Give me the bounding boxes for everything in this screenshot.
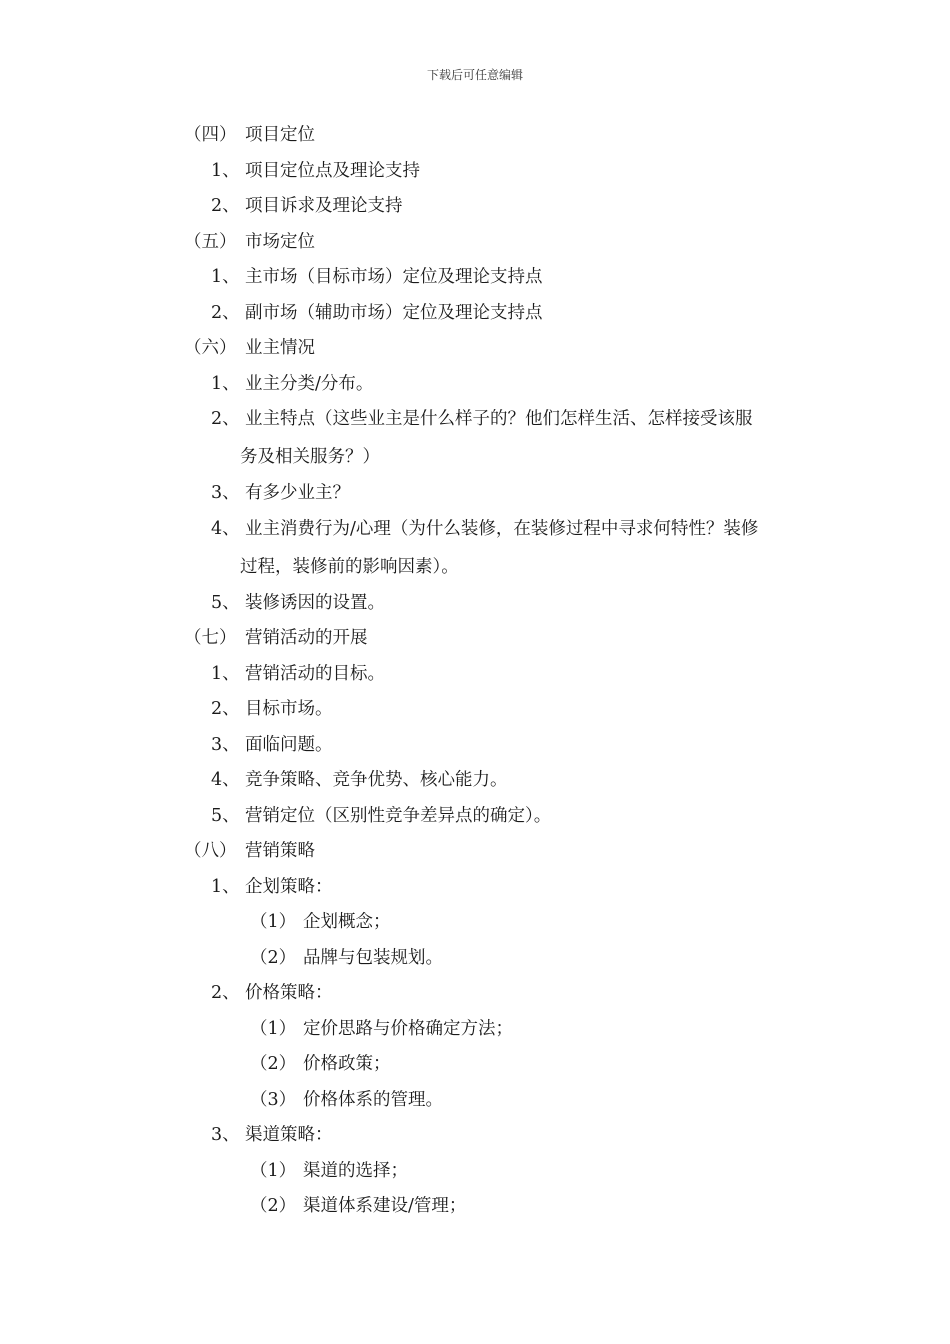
list-item <box>0 1157 950 1193</box>
item-number: 3、 <box>211 483 240 503</box>
item-number: （2） <box>250 1196 297 1216</box>
item-text: 价格策略： <box>245 983 333 1003</box>
item-text: 价格政策； <box>303 1054 391 1074</box>
item-text: 务及相关服务？） <box>240 447 380 467</box>
item-number: （四） <box>184 125 237 145</box>
item-text: 目标市场。 <box>245 699 333 719</box>
list-item <box>0 1086 950 1122</box>
item-number: （2） <box>250 1054 297 1074</box>
list-item <box>0 944 950 980</box>
list-item <box>0 370 950 406</box>
item-text: 业主情况 <box>245 338 315 358</box>
item-text: 过程，装修前的影响因素）。 <box>240 556 459 577</box>
list-item <box>0 1121 950 1157</box>
list-item <box>0 479 950 515</box>
list-item <box>0 405 950 443</box>
item-text: 面临问题。 <box>245 734 333 755</box>
section-heading <box>0 334 950 370</box>
list-item <box>0 299 950 335</box>
item-text: 有多少业主？ <box>245 483 350 503</box>
item-text: 品牌与包装规划。 <box>303 947 443 968</box>
list-item-continuation <box>0 443 950 479</box>
item-number: （2） <box>250 947 297 968</box>
outline-list <box>0 121 950 1228</box>
list-item <box>0 695 950 731</box>
item-number: （六） <box>184 338 237 358</box>
list-item <box>0 731 950 767</box>
item-text: 项目定位 <box>245 125 315 145</box>
item-text: 主市场（目标市场）定位及理论支持点 <box>245 267 543 287</box>
item-text: 项目诉求及理论支持 <box>245 196 403 216</box>
item-text: 企划策略： <box>245 876 333 897</box>
item-number: 3、 <box>211 1125 240 1145</box>
item-text: 市场定位 <box>245 231 315 252</box>
item-number: （1） <box>250 912 297 932</box>
item-number: （1） <box>250 1160 297 1181</box>
section-heading <box>0 121 950 157</box>
section-heading <box>0 228 950 264</box>
list-item <box>0 263 950 299</box>
item-number: 4、 <box>211 518 240 539</box>
item-text: 项目定位点及理论支持 <box>245 160 420 181</box>
page-header: 下载后可任意编辑 <box>426 68 523 82</box>
item-number: （3） <box>250 1089 297 1110</box>
item-number: 2、 <box>211 302 240 323</box>
item-number: （八） <box>184 841 237 861</box>
list-item <box>0 157 950 193</box>
item-number: （五） <box>184 231 237 252</box>
list-item <box>0 1015 950 1051</box>
item-text: 营销定位（区别性竞争差异点的确定）。 <box>245 805 552 826</box>
item-number: 1、 <box>211 373 240 394</box>
list-item <box>0 1192 950 1228</box>
item-number: 1、 <box>211 267 240 287</box>
item-text: 渠道的选择； <box>303 1160 408 1181</box>
list-item <box>0 766 950 802</box>
item-text: 营销活动的开展 <box>245 628 368 648</box>
list-item <box>0 660 950 696</box>
item-number: 2、 <box>211 196 240 216</box>
item-text: 装修诱因的设置。 <box>245 592 385 613</box>
list-item <box>0 1050 950 1086</box>
item-number: 2、 <box>211 983 240 1003</box>
list-item <box>0 873 950 909</box>
section-heading <box>0 837 950 873</box>
list-item <box>0 979 950 1015</box>
item-number: 1、 <box>211 160 240 181</box>
item-text: 业主特点（这些业主是什么样子的？他们怎样生活、怎样接受该服 <box>245 409 753 429</box>
item-number: 2、 <box>211 409 240 429</box>
item-text: 营销策略 <box>245 841 315 861</box>
item-number: 3、 <box>211 734 240 755</box>
list-item-continuation <box>0 553 950 589</box>
item-text: 竞争策略、竞争优势、核心能力。 <box>245 770 508 790</box>
list-item <box>0 515 950 553</box>
list-item <box>0 589 950 625</box>
list-item <box>0 908 950 944</box>
item-number: （七） <box>184 628 237 648</box>
item-number: 5、 <box>211 592 240 613</box>
item-text: 定价思路与价格确定方法； <box>303 1018 513 1039</box>
section-heading <box>0 624 950 660</box>
item-text: 价格体系的管理。 <box>303 1089 443 1110</box>
item-number: （1） <box>250 1018 297 1039</box>
list-item <box>0 192 950 228</box>
item-text: 业主消费行为/心理（为什么装修，在装修过程中寻求何特性？装修 <box>245 518 759 539</box>
item-number: 2、 <box>211 699 240 719</box>
item-text: 副市场（辅助市场）定位及理论支持点 <box>245 302 543 323</box>
item-number: 1、 <box>211 663 240 684</box>
item-text: 渠道体系建设/管理； <box>303 1196 467 1216</box>
item-number: 4、 <box>211 770 240 790</box>
item-number: 1、 <box>211 876 240 897</box>
item-text: 营销活动的目标。 <box>245 663 385 684</box>
item-text: 企划概念； <box>303 912 391 932</box>
item-text: 渠道策略： <box>245 1125 333 1145</box>
item-text: 业主分类/分布。 <box>245 373 374 394</box>
list-item <box>0 802 950 838</box>
item-number: 5、 <box>211 805 240 826</box>
